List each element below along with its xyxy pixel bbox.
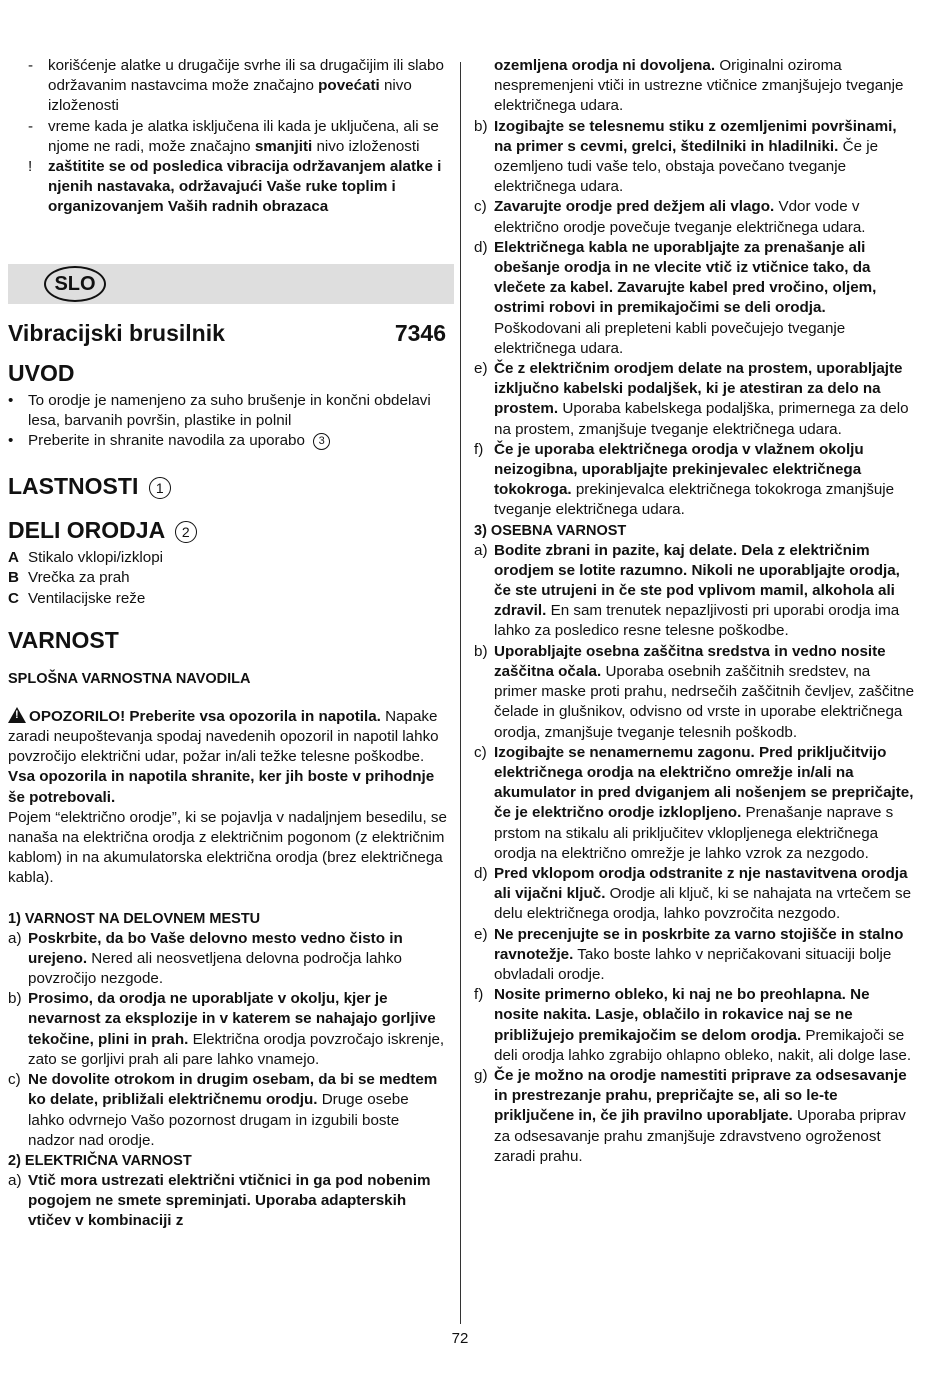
list-item: f) Če je uporaba električnega orodja v vlažnem okolju neizogibna, uporabljajte prekinjevalec električnega tokokroga. prekinjevalca električnega tokokroga zmanjšuje tveganje električnega udara. [474, 440, 895, 519]
list-item: g) Če je možno na orodje namestiti priprave za odsesavanje in prestrezanje prahu, prepričajte se, ali so le-te priključene in, če jih pravilno uporabljate. Uporaba priprav za odsesavanje prahu zmanjšuje zdravstveno ogroženost zaradi prahu. [474, 1066, 907, 1165]
list-marker: - [28, 57, 34, 74]
left-column [8, 56, 448, 1232]
part-item: A Stikalo vklopi/izklopi [8, 549, 164, 567]
product-number: 7346 [394, 319, 446, 346]
product-name: Vibracijski brusilnik [8, 319, 225, 346]
list-item: c) Zavarujte orodje pred dežjem ali vlago. Vdor vode v električno orodje povečuje tveganje električnega udara. [474, 198, 866, 236]
list-item: ! zaštitite se od posledica vibracija održavanjem alatke i njenih nastavaka, održavajući Vaše ruke toplim i organizovanjem Vaših radnih obrazaca [8, 157, 448, 218]
warning-paragraph: !OPOZORILO! Preberite vsa opozorila in napotila. Napake zaradi neupoštevanja spodaj navedenih opozoril in napotil lahko povzročijo električni udar, požar in/ali težke telesne poškodbe. Vsa opozorila in napotila shranite, ker jih boste v prihodnje še potrebovali. [8, 707, 448, 808]
reference-number: 1 [149, 477, 171, 499]
splosna-heading: SPLOŠNA VARNOSTNA NAVODILA [8, 670, 251, 687]
lastnosti-heading: LASTNOSTI 1 [8, 471, 448, 501]
varnost-heading: VARNOST [8, 626, 119, 653]
list-item: c) Izogibajte se nenamernemu zagonu. Pred priključitvijo električnega orodja na električno omrežje in/ali na akumulator in pred dviganjem ali nošenjem se prepričajte, če je električno orodje izklopljeno. Prenašanje naprave s prstom na stikalu ali priključitev vklopljenega električnega orodja na električno omrežje je lahko vzrok za nezgodo. [474, 743, 914, 862]
language-banner [8, 264, 454, 304]
warning-icon [8, 707, 26, 723]
reference-number: 2 [175, 521, 197, 543]
sec1-heading: 1) VARNOST NA DELOVNEM MESTU [8, 910, 261, 927]
list-item: e) Ne precenjujte se in poskrbite za varno stojišče in stalno ravnotežje. Tako boste lahko v nepričakovani situaciji bolje obvladali orodje. [474, 925, 904, 983]
list-item: ozemljena orodja ni dovoljena. Originalni oziroma nespremenjeni vtiči in ustrezne vtičnice zmanjšujejo tveganje električnega udara. [494, 57, 904, 115]
list-item: a) Bodite zbrani in pazite, kaj delate. Dela z električnim orodjem se lotite razumno. Nikoli ne uporabljajte orodja, če ste utrujeni in če ste pod vplivom mamil, alkohola ali zdravil. En sam trenutek nepazljivosti pri uporabi orodja ima lahko za posledico resne telesne poškodbe. [474, 541, 900, 640]
part-item: B Vrečka za prah [8, 569, 130, 587]
bullet: • [8, 391, 14, 409]
sec2-heading: 2) ELEKTRIČNA VARNOST [8, 1152, 192, 1169]
list-item: • To orodje je namenjeno za suho brušenje in končni obdelavi lesa, barvanih površin, plastike in polnil [8, 391, 448, 431]
page-number: 72 [451, 1330, 469, 1347]
list-item: b) Prosimo, da orodja ne uporabljate v okolju, kjer je nevarnost za eksplozije in v katerem se nahajajo gorljive tekočine, plini in prah. Električna orodja povzročajo iskrenje, zato se gorljivi prah ali pare lahko vnamejo. [8, 990, 445, 1068]
list-item: - vreme kada je alatka isključena ili kada je uključena, ali se njome ne radi, može značajno smanjiti nivo izloženosti [8, 117, 448, 157]
list-item: b) Uporabljajte osebna zaščitna sredstva in vedno nosite zaščitna očala. Uporaba osebnih zaščitnih sredstev, na primer maske proti prahu, nedrsečih zaščitnih čevljev, zaščitne čelade in glušnikov, odvisno od vrste in uporabe električnega orodja, zmanjšuje tveganje telesnih poškodb. [474, 642, 915, 741]
list-item: d) Električnega kabla ne uporabljajte za prenašanje ali obešanje orodja in ne vlecite vtič iz vtičnice tako, da vlečete za kabel. Zavarujte kabel pred vročino, oljem, ostrimi robovi in premikajočimi se deli orodja. Poškodovani ali prepleteni kabli povečujejo tveganje električnega udara. [474, 238, 877, 357]
list-item: a) Vtič mora ustrezati električni vtičnici in ga pod nobenim pogojem ne smete spreminjati. Uporaba adapterskih vtičev v kombinaciji z [8, 1171, 431, 1230]
list-item: d) Pred vklopom orodja odstranite z nje nastavitvena orodja ali vijačni ključ. Orodje ali ključ, ki se nahajata na vrtečem se delu električnega orodja, lahko povzročita nezgodo. [474, 864, 912, 923]
column-divider [460, 62, 461, 1324]
uvod-heading: UVOD [8, 359, 75, 386]
part-item: C Ventilacijske reže [8, 589, 146, 607]
list-item: e) Če z električnim orodjem delate na prostem, uporabljajte izključno kabelski podaljšek, ki je atestiran za delo na prostem. Uporaba kabelskega podaljška, primernega za delo na prostem, zmanjšuje tveganje električnega udara. [474, 360, 909, 438]
list-item: f) Nosite primerno obleko, ki naj ne bo preohlapna. Ne nosite nakita. Lasje, oblačilo in rokavice naj se ne približujejo premikajočim se delom orodja. Premikajoči se deli orodja lahko zgrabijo ohlapno obleko, nakit, ali dolge lase. [474, 986, 912, 1064]
bullet: • [8, 432, 14, 450]
product-title [8, 318, 446, 348]
pojem-paragraph: Pojem “električno orodje”, ki se pojavlja v nadaljnjem besedilu, se nanaša na električna orodja z električnim pogonom (z električnim kablom) in na akumulatorska električna orodja (brez električnega kabla). [8, 808, 447, 887]
list-marker: ! [28, 158, 33, 176]
sec3-heading: 3) OSEBNA VARNOST [474, 522, 627, 539]
deli-heading: DELI ORODJA 2 [8, 515, 448, 545]
list-item: b) Izogibajte se telesnemu stiku z ozemljenimi površinami, na primer s cevmi, grelci, štedilniki in hladilniki. Če je ozemljeno tudi vaše telo, obstaja povečano tveganje električnega udara. [474, 117, 897, 196]
list-item: • Preberite in shranite navodila za uporabo 3 [8, 431, 448, 451]
list-item: - korišćenje alatke u drugačije svrhe ili sa drugačijim ili slabo održavanim nastavcima može značajno povećati nivo izloženosti [8, 56, 448, 117]
reference-number: 3 [313, 433, 330, 450]
list-item: c) Ne dovolite otrokom in drugim osebam, da bi se medtem ko delate, približali električnemu orodju. Druge osebe lahko odvrnejo Vašo pozornost drugam in izgubili boste nadzor nad orodje. [8, 1071, 438, 1149]
list-item: a) Poskrbite, da bo Vaše delovno mesto vedno čisto in urejeno. Nered ali neosvetljena delovna področja lahko povzročijo nezgode. [8, 929, 403, 988]
list-marker: - [28, 117, 34, 135]
language-badge: SLO [44, 266, 106, 302]
right-column [474, 56, 916, 1167]
